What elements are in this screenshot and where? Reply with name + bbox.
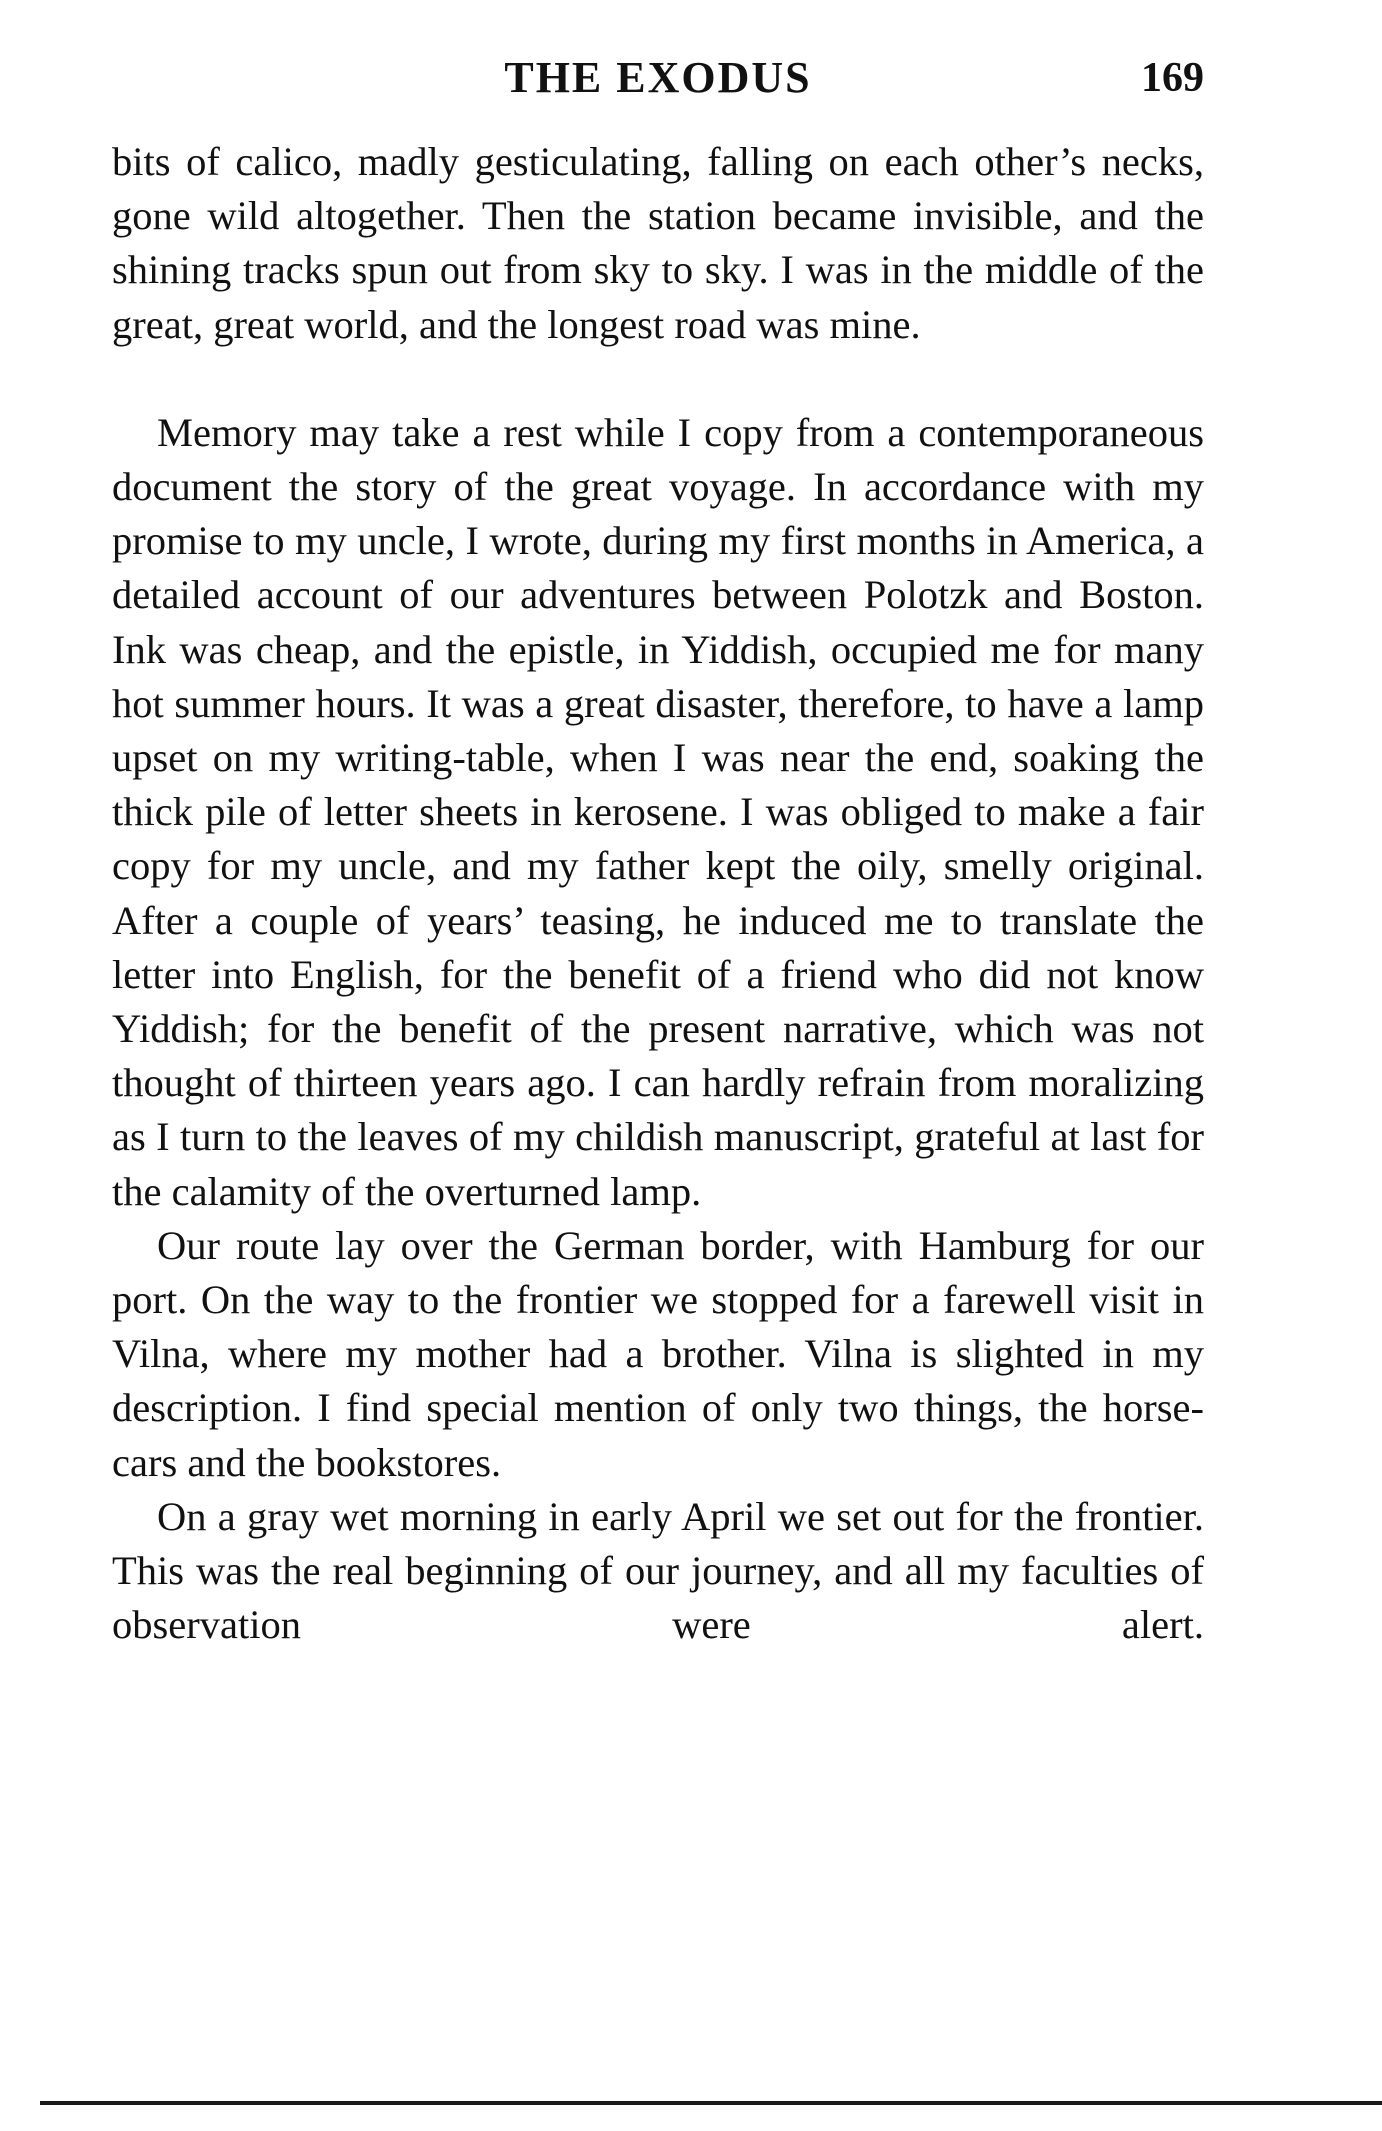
paragraph-route: Our route lay over the German border, with Hamburg for our port. On the way to the frontier we stopped for a farewell visit in Vilna, where my mother had a brother. Vilna is slighted in my description. I find special mention of only two things, the horse-cars and the bookstores. [112, 1222, 1204, 1485]
paragraph-continuation: bits of calico, madly gesticulating, falling on each other’s necks, gone wild altogether. Then the station became invisible, and the shining tracks spun out from sky to sky. I was in the middle of the great, great world, and the longest road was mine. [112, 139, 1204, 347]
paragraph-memory: Memory may take a rest while I copy from a contemporaneous document the story of the great voyage. In accordance with my promise to my uncle, I wrote, during my first months in America, a detailed account of our adventures between Polotzk and Boston. Ink was cheap, and the epistle, in Yiddish, occupied me for many hot summer hours. It was a great disaster, therefore, to have a lamp upset on my writing-table, when I was near the end, soaking the thick pile of letter sheets in kerosene. I was obliged to make a fair copy for my uncle, and my father kept the oily, smelly original. After a couple of years’ teasing, he induced me to translate the letter into English, for the benefit of a friend who did not know Yiddish; for the benefit of the present narrative, which was not thought of thirteen years ago. I can hardly refrain from moralizing as I turn to the leaves of my childish manuscript, grateful at last for the calamity of the overturned lamp. [112, 409, 1204, 1214]
body-text [112, 135, 1204, 1652]
paragraph-morning: On a gray wet morning in early April we set out for the frontier. This was the real beginning of our journey, and all my faculties of observation were alert. [112, 1493, 1204, 1648]
running-title: THE EXODUS [504, 53, 812, 102]
running-head [112, 52, 1204, 112]
bottom-rule [40, 2101, 1382, 2105]
page-number: 169 [1141, 55, 1204, 101]
